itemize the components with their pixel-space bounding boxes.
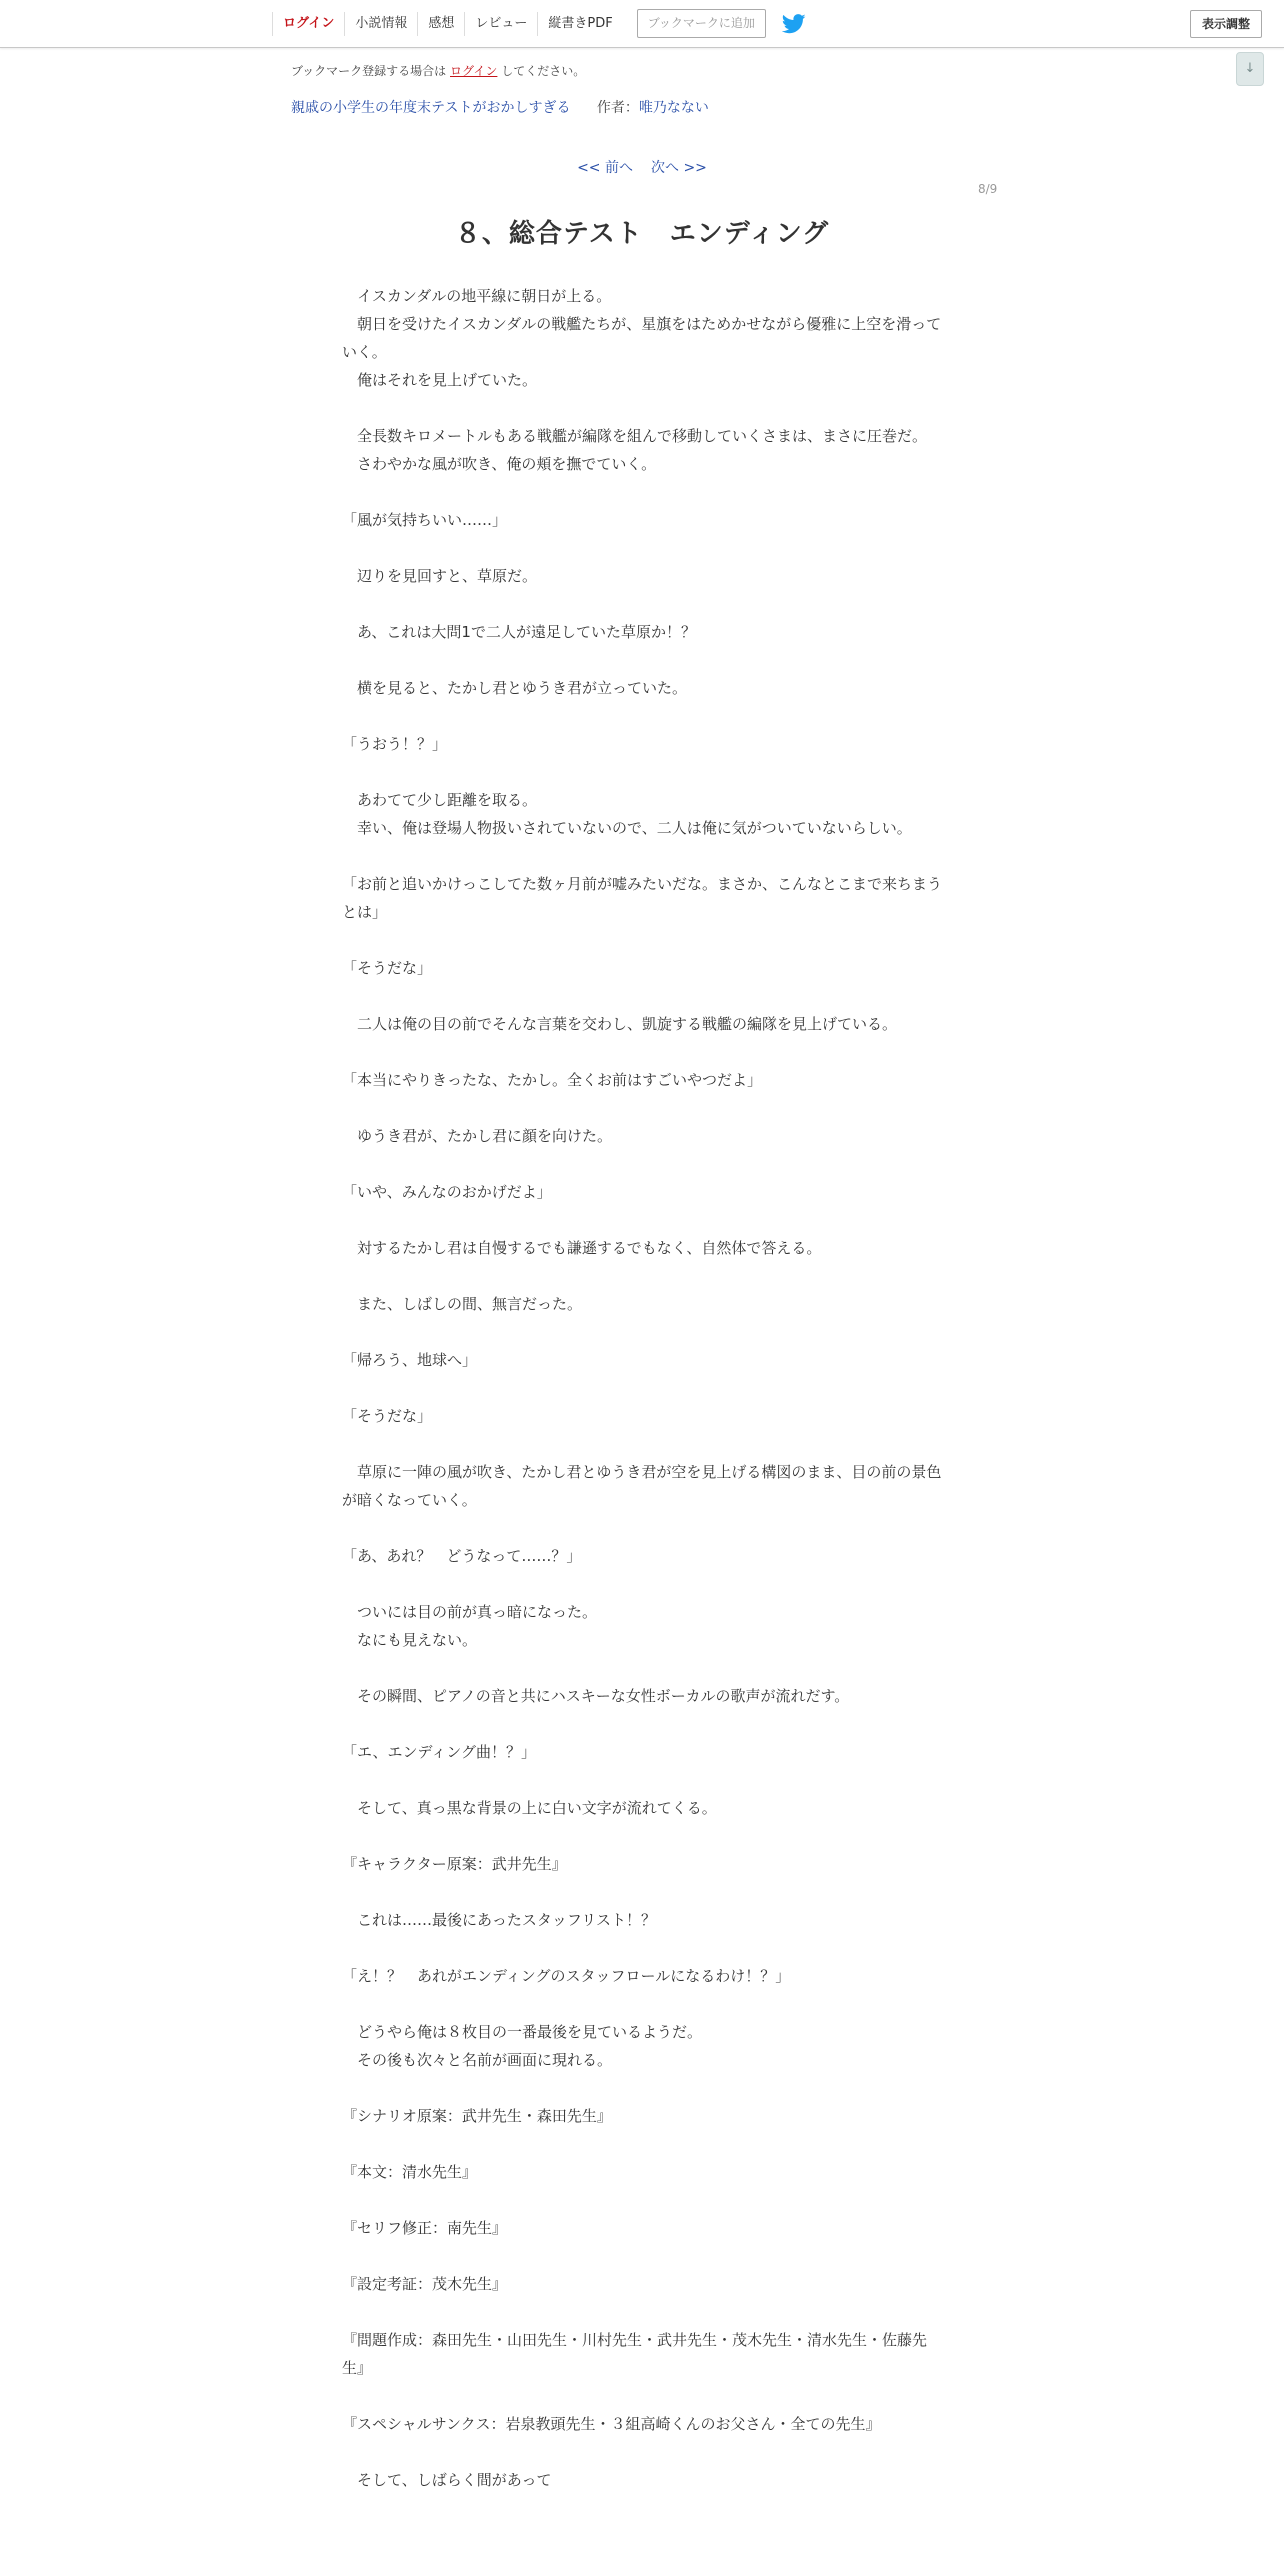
body-paragraph: 「お前と追いかけっこしてた数ヶ月前が嘘みたいだな。まさか、こんなとこまで来ちまうとは」 (342, 875, 943, 921)
nav-impressions-link[interactable]: 感想 (417, 12, 464, 36)
bookmark-notice-login-link[interactable]: ログイン (450, 64, 498, 78)
blank-line (342, 646, 942, 674)
body-paragraph: さわやかな風が吹き、俺の頬を撫でていく。 (342, 455, 657, 473)
body-paragraph: 「え！？ あれがエンディングのスタッフロールになるわけ！？」 (342, 1967, 791, 1985)
blank-line (342, 1878, 942, 1906)
body-paragraph: 横を見ると、たかし君とゆうき君が立っていた。 (342, 679, 688, 697)
body-paragraph: 『問題作成：森田先生・山田先生・川村先生・武井先生・茂木先生・清水先生・佐藤先生』 (342, 2331, 928, 2377)
body-paragraph: その後も次々と名前が画面に現れる。 (342, 2051, 613, 2069)
body-paragraph: 対するたかし君は自慢するでも謙遜するでもなく、自然体で答える。 (342, 1239, 822, 1257)
blank-line (342, 2438, 942, 2466)
body-paragraph: 「本当にやりきったな、たかし。全くお前はすごいやつだよ」 (342, 1071, 763, 1089)
bookmark-notice (291, 62, 585, 79)
bookmark-notice-prefix: ブックマーク登録する場合は (291, 64, 447, 78)
blank-line (342, 1990, 942, 2018)
blank-line (342, 1654, 942, 1682)
body-paragraph: 二人は俺の目の前でそんな言葉を交わし、凱旋する戦艦の編隊を見上げている。 (342, 1015, 898, 1033)
body-paragraph: 草原に一陣の風が吹き、たかし君とゆうき君が空を見上げる構図のまま、目の前の景色が暗くなっていく。 (342, 1463, 942, 1509)
body-paragraph: イスカンダルの地平線に朝日が上る。 (342, 287, 612, 305)
body-paragraph: どうやら俺は８枚目の一番最後を見ているようだ。 (342, 2023, 703, 2041)
blank-line (342, 702, 942, 730)
blank-line (342, 1038, 942, 1066)
author-label: 作者： (596, 100, 639, 116)
body-paragraph: 「うおう！？」 (342, 735, 448, 753)
blank-line (342, 1150, 942, 1178)
scroll-down-button[interactable]: ↓ (1236, 52, 1264, 86)
top-navigation-bar (0, 0, 1284, 48)
page-count: 8/9 (978, 182, 998, 196)
blank-line (342, 1710, 942, 1738)
twitter-icon[interactable] (782, 14, 806, 34)
body-paragraph: これは……最後にあったスタッフリスト！？ (342, 1911, 656, 1929)
blank-line (342, 2074, 942, 2102)
nav-login-link[interactable]: ログイン (272, 12, 344, 36)
chapter-pager (0, 157, 1284, 177)
body-paragraph: 辺りを見回すと、草原だ。 (342, 567, 538, 585)
blank-line (342, 1766, 942, 1794)
blank-line (342, 1262, 942, 1290)
blank-line (342, 2242, 942, 2270)
add-bookmark-button[interactable]: ブックマークに追加 (637, 9, 766, 38)
prev-chapter-link[interactable]: << 前へ (577, 160, 633, 176)
blank-line (342, 982, 942, 1010)
body-paragraph: 『設定考証：茂木先生』 (342, 2275, 508, 2293)
body-paragraph: あわてて少し距離を取る。 (342, 791, 538, 809)
body-paragraph: 『セリフ修正：南先生』 (342, 2219, 508, 2237)
body-paragraph: その瞬間、ピアノの音と共にハスキーな女性ボーカルの歌声が流れだす。 (342, 1687, 850, 1705)
blank-line (342, 1570, 942, 1598)
blank-line (342, 1094, 942, 1122)
body-paragraph: 「いや、みんなのおかげだよ」 (342, 1183, 552, 1201)
blank-line (342, 2382, 942, 2410)
novel-title-link[interactable]: 親戚の小学生の年度末テストがおかしすぎる (291, 100, 571, 116)
body-paragraph: 「あ、あれ？ どうなって……？」 (342, 1547, 582, 1565)
next-chapter-link[interactable]: 次へ >> (651, 160, 707, 176)
nav-novel-info-link[interactable]: 小説情報 (344, 12, 417, 36)
blank-line (342, 534, 942, 562)
body-paragraph: 俺はそれを見上げていた。 (342, 371, 538, 389)
bookmark-notice-suffix: してください。 (501, 64, 586, 78)
author-name-link[interactable]: 唯乃なない (638, 100, 709, 116)
body-paragraph: 『キャラクター原案：武井先生』 (342, 1855, 567, 1873)
blank-line (342, 1822, 942, 1850)
blank-line (342, 758, 942, 786)
body-paragraph: 『シナリオ原案：武井先生・森田先生』 (342, 2107, 612, 2125)
body-paragraph: 「そうだな」 (342, 959, 433, 977)
novel-body (342, 282, 942, 2494)
body-paragraph: 全長数キロメートルもある戦艦が編隊を組んで移動していくさまは、まさに圧巻だ。 (342, 427, 928, 445)
blank-line (342, 1514, 942, 1542)
body-paragraph: 「そうだな」 (342, 1407, 433, 1425)
nav-pdf-link[interactable]: 縦書きPDF (537, 12, 622, 36)
body-paragraph: あ、これは大問1で二人が遠足していた草原か！？ (342, 623, 696, 641)
main-nav (272, 0, 806, 47)
blank-line (342, 2130, 942, 2158)
body-paragraph: 「風が気持ちいい……」 (342, 511, 508, 529)
blank-line (342, 926, 942, 954)
body-paragraph: 朝日を受けたイスカンダルの戦艦たちが、星旗をはためかせながら優雅に上空を滑っていく。 (342, 315, 942, 361)
body-paragraph: 幸い、俺は登場人物扱いされていないので、二人は俺に気がついていないらしい。 (342, 819, 912, 837)
body-paragraph: 『スペシャルサンクス：岩泉教頭先生・３組高崎くんのお父さん・全ての先生』 (342, 2415, 881, 2433)
nav-review-link[interactable]: レビュー (464, 12, 537, 36)
body-paragraph: 『本文：清水先生』 (342, 2163, 478, 2181)
blank-line (342, 2298, 942, 2326)
blank-line (342, 1374, 942, 1402)
body-paragraph: なにも見えない。 (342, 1631, 478, 1649)
body-paragraph: ゆうき君が、たかし君に顔を向けた。 (342, 1127, 613, 1145)
display-settings-button[interactable]: 表示調整 (1190, 10, 1262, 38)
blank-line (342, 2186, 942, 2214)
blank-line (342, 842, 942, 870)
blank-line (342, 394, 942, 422)
blank-line (342, 1430, 942, 1458)
blank-line (342, 590, 942, 618)
blank-line (342, 478, 942, 506)
body-paragraph: そして、真っ黒な背景の上に白い文字が流れてくる。 (342, 1799, 717, 1817)
body-paragraph: そして、しばらく間があって (342, 2471, 552, 2489)
body-paragraph: ついには目の前が真っ暗になった。 (342, 1603, 598, 1621)
body-paragraph: 「エ、エンディング曲！？」 (342, 1743, 536, 1761)
blank-line (342, 1934, 942, 1962)
body-paragraph: また、しばしの間、無言だった。 (342, 1295, 583, 1313)
chapter-title: ８、総合テスト エンディング (454, 219, 830, 249)
blank-line (342, 1318, 942, 1346)
blank-line (342, 1206, 942, 1234)
body-paragraph: 「帰ろう、地球へ」 (342, 1351, 478, 1369)
novel-info-line (291, 97, 709, 117)
